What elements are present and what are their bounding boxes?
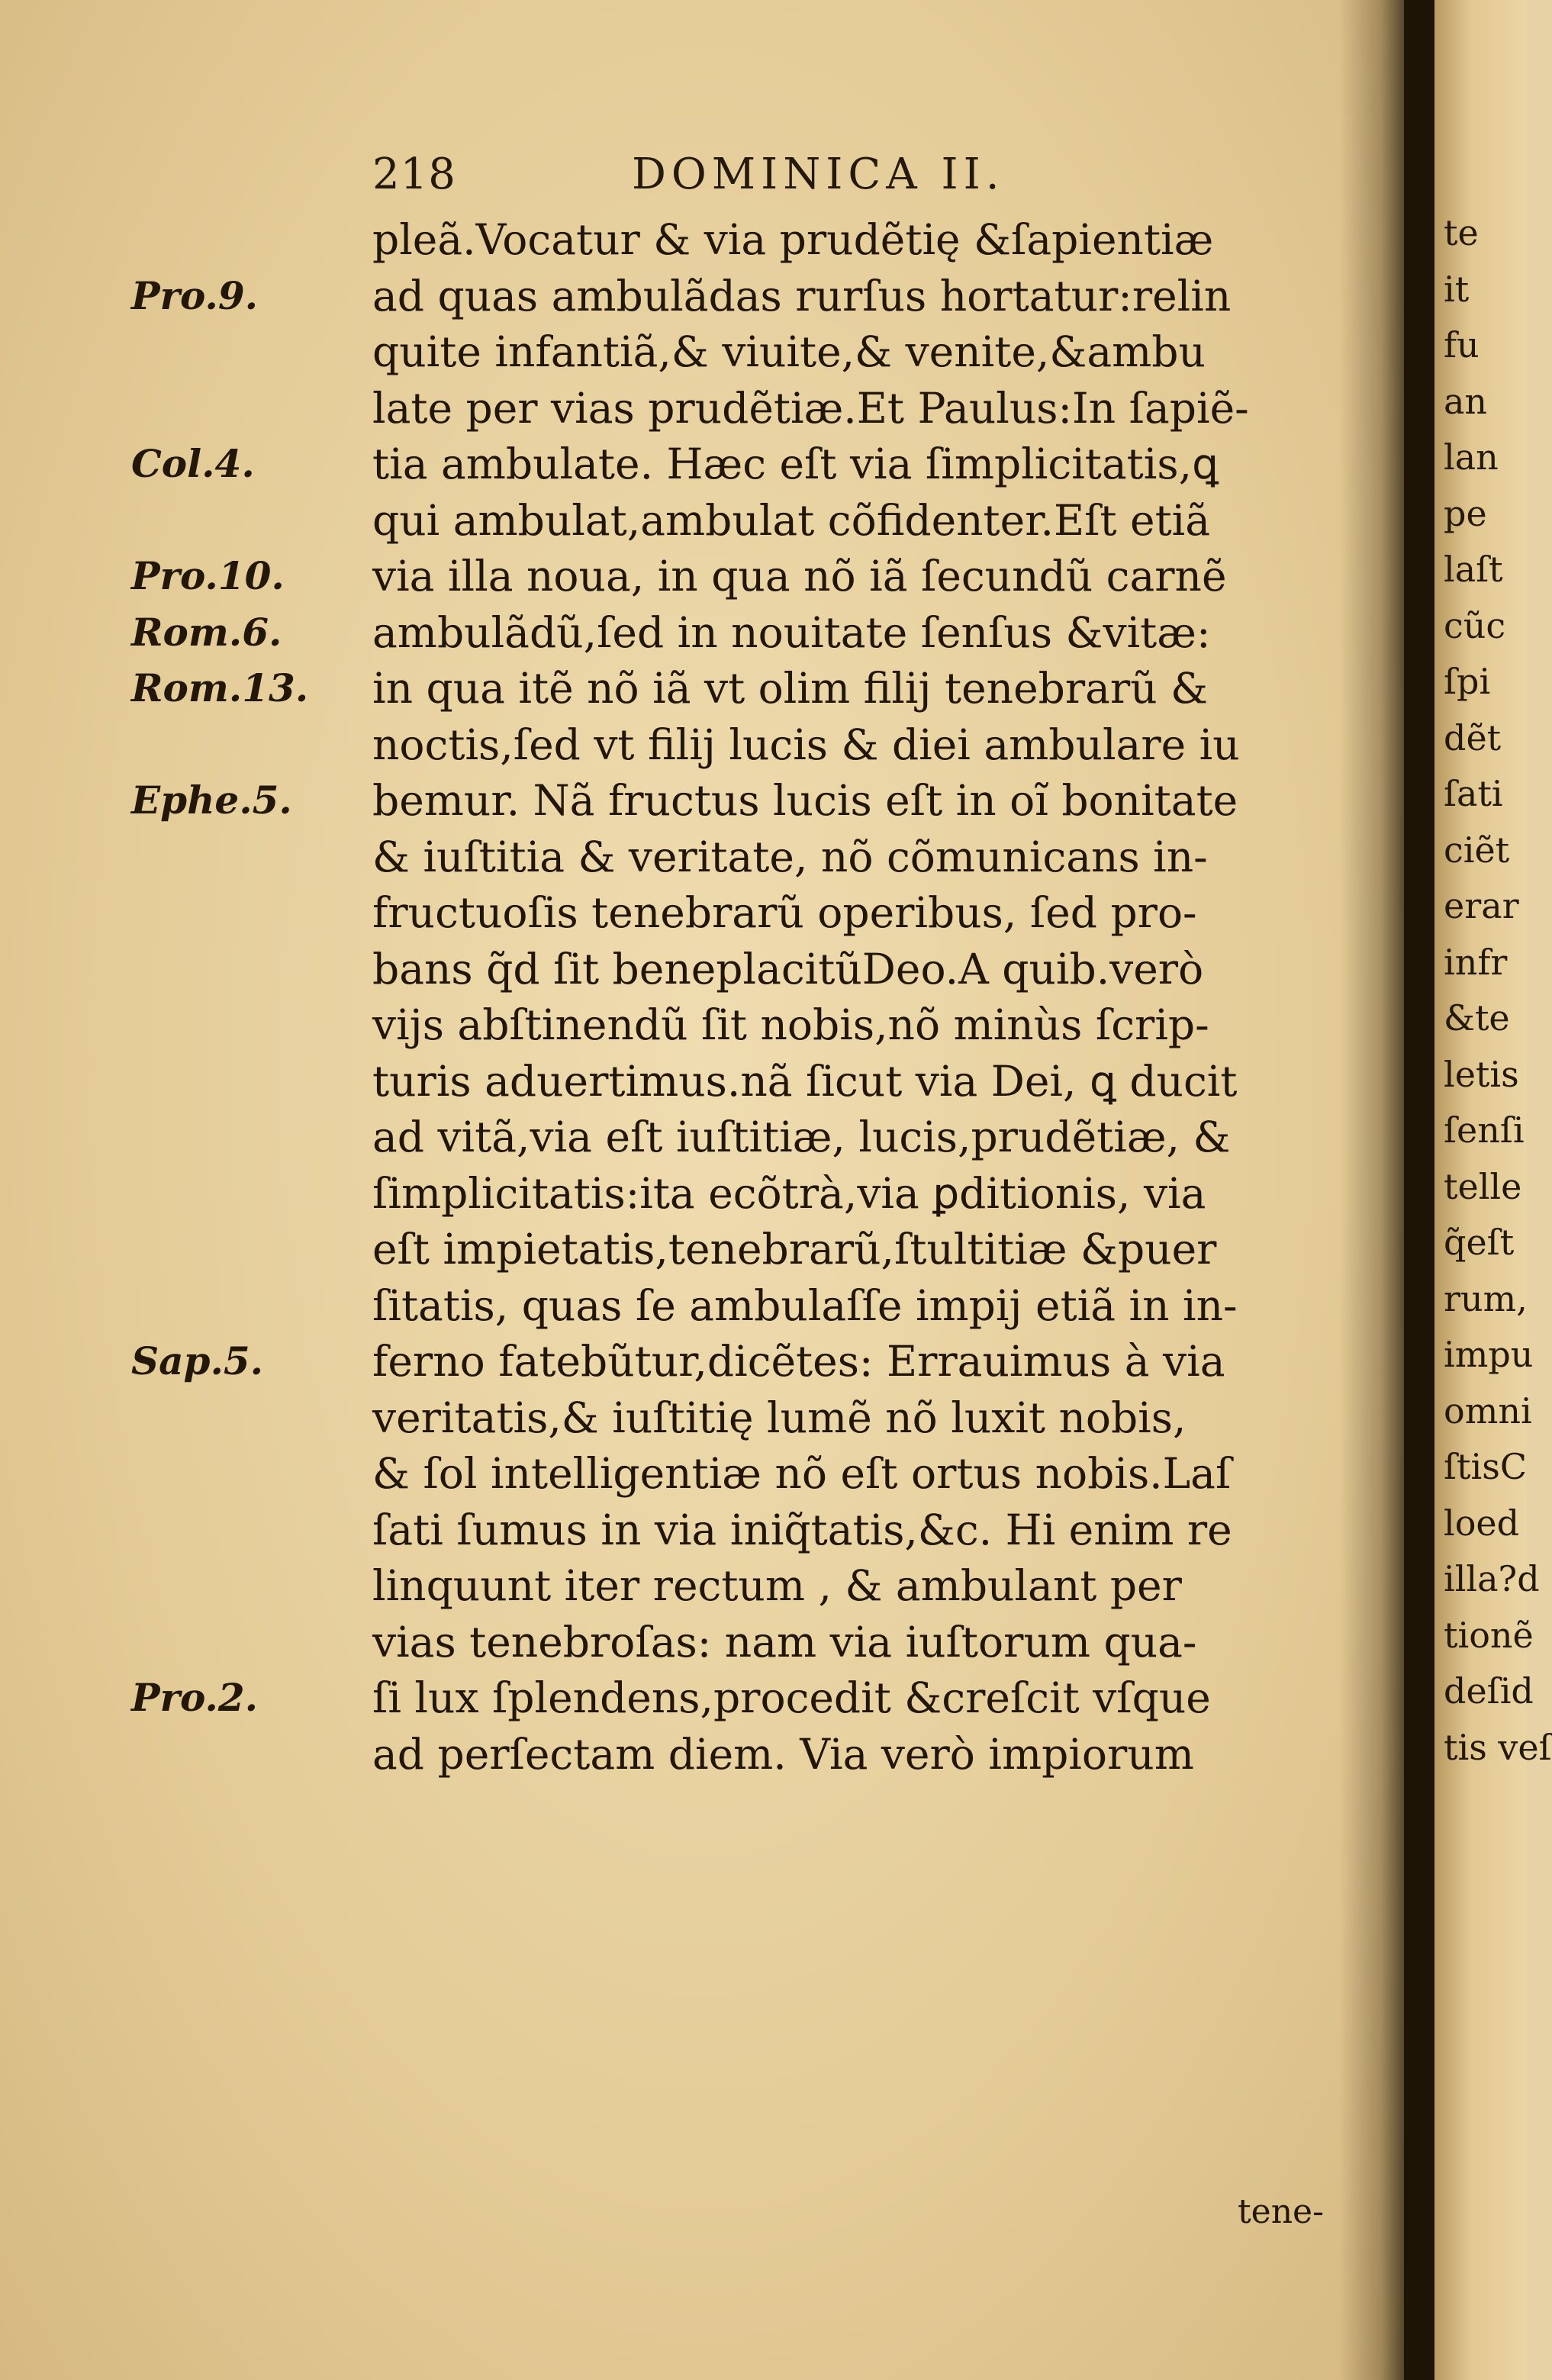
text-line: & ſol intelligentiæ nõ eſt ortus nobis.Laſ [372,1449,1232,1498]
text-line: veritatis,& iuſtitię lumẽ nõ luxit nobis, [372,1393,1187,1442]
facing-page-fragment: illa?d [1444,1558,1540,1599]
text-line: fructuoſis tenebrarũ operibus, ſed pro- [372,888,1197,937]
facing-page-fragment: dẽt [1444,717,1502,758]
page-number: 218 [372,150,456,199]
text-line: ſimplicitatis:ita ecõtrà,via ꝑditionis, via [372,1168,1206,1218]
text-line: late per vias prudẽtiæ.Et Paulus:In ſapiẽ- [372,383,1249,433]
facing-page-fragment: tionẽ [1444,1614,1534,1656]
text-line: eſt impietatis,tenebrarũ,ſtultitiæ &puer [372,1225,1217,1274]
facing-page-fragment: erar [1444,885,1519,926]
facing-page-fragment: fu [1444,324,1480,366]
text-line: ad perſectam diem. Via verò impiorum [372,1729,1194,1779]
text-line: vijs abſtinendũ ſit nobis,nõ minùs ſcrip- [372,1000,1209,1049]
marginal-note: Rom.13. [131,665,309,710]
facing-page-fragment: deſid [1444,1670,1534,1712]
facing-page-fragment: lan [1444,436,1499,478]
facing-page-fragment: q̃eſt [1444,1222,1515,1263]
facing-page-fragment: te [1444,212,1479,253]
marginal-note: Ephe.5. [131,778,292,823]
facing-page-fragment: ciẽt [1444,829,1510,871]
text-line: ferno fatebũtur,dicẽtes: Errauimus à via [372,1337,1225,1386]
text-line: ambulãdũ,ſed in nouitate ſenſus &vitæ: [372,607,1211,657]
text-line: ad vitã,via eſt iuſtitiæ, lucis,prudẽtiæ, & [372,1113,1231,1161]
marginal-note: Pro.9. [131,272,259,318]
facing-page-fragment: cũc [1444,604,1506,646]
marginal-note: Col.4. [131,441,255,486]
catchword: tene- [1238,2192,1324,2231]
text-line: noctis,ſed vt filij lucis & diei ambulare iu [372,720,1240,769]
text-line: turis aduertimus.nã ſicut via Dei, ꝗ ducit [372,1056,1238,1106]
text-line: vias tenebroſas: nam via iuſtorum qua- [372,1617,1197,1667]
facing-page-fragment: ſtisC [1444,1446,1528,1487]
text-line: linquunt iter rectum , & ambulant per [372,1561,1182,1610]
text-line: ſati ſumus in via iniq̃tatis,&c. Hi enim re [372,1505,1232,1554]
facing-page-fragment: impu [1444,1334,1534,1375]
facing-page-fragment: infr [1444,941,1508,983]
main-text-block [372,212,1364,1783]
facing-page-fragment: loed [1444,1502,1520,1544]
marginal-note: Pro.2. [131,1675,259,1720]
text-line: & iuſtitia & veritate, nõ cõmunicans in- [372,832,1208,881]
text-line: quite infantiã,& viuite,& venite,&ambu [372,327,1206,376]
text-line: bemur. Nã fructus lucis eſt in oĩ bonitate [372,776,1238,825]
facing-page-fragment: tis veſ [1444,1726,1552,1768]
facing-page-fragment: omni [1444,1390,1532,1432]
facing-page-fragment: &te [1444,997,1510,1039]
marginal-note: Sap.5. [131,1338,264,1383]
text-line: ſitatis, quas ſe ambulaſſe impij etiã in in- [372,1280,1238,1330]
facing-page-fragment: ſenſi [1444,1109,1525,1151]
marginal-note: Rom.6. [131,609,282,655]
facing-page-fragment: letis [1444,1053,1519,1095]
text-line: via illa noua, in qua nõ iã ſecundũ carnẽ [372,552,1227,601]
facing-page [1434,0,1552,2380]
text-line: pleã.Vocatur & via prudẽtię &ſapientiæ [372,215,1214,264]
facing-page-fragment: pe [1444,492,1487,534]
facing-page-fragment: rum, [1444,1277,1528,1319]
text-line: qui ambulat,ambulat cõfidenter.Eſt etiã [372,495,1211,545]
page-header [372,150,1212,203]
facing-page-fragment: ſpi [1444,661,1491,702]
facing-page-fragment: an [1444,380,1488,422]
facing-page-fragment: laſt [1444,549,1503,590]
text-line: in qua itẽ nõ iã vt olim filij tenebrarũ & [372,664,1209,713]
facing-page-fragment: it [1444,268,1470,310]
facing-page-fragment: ſati [1444,773,1503,814]
facing-page-fragment: telle [1444,1165,1522,1207]
running-title: DOMINICA II. [632,150,1005,199]
text-line: ad quas ambulãdas rurſus hortatur:relin [372,271,1232,320]
marginal-notes [0,0,366,2380]
text-line: ſi lux ſplendens,procedit &creſcit vſque [372,1673,1211,1722]
text-line: tia ambulate. Hæc eſt via ſimplicitatis,ꝗ [372,440,1219,488]
book-spine [1404,0,1434,2380]
marginal-note: Pro.10. [131,553,285,598]
text-line: bans q̃d ſit beneplacitũDeo.A quib.verò [372,944,1204,994]
